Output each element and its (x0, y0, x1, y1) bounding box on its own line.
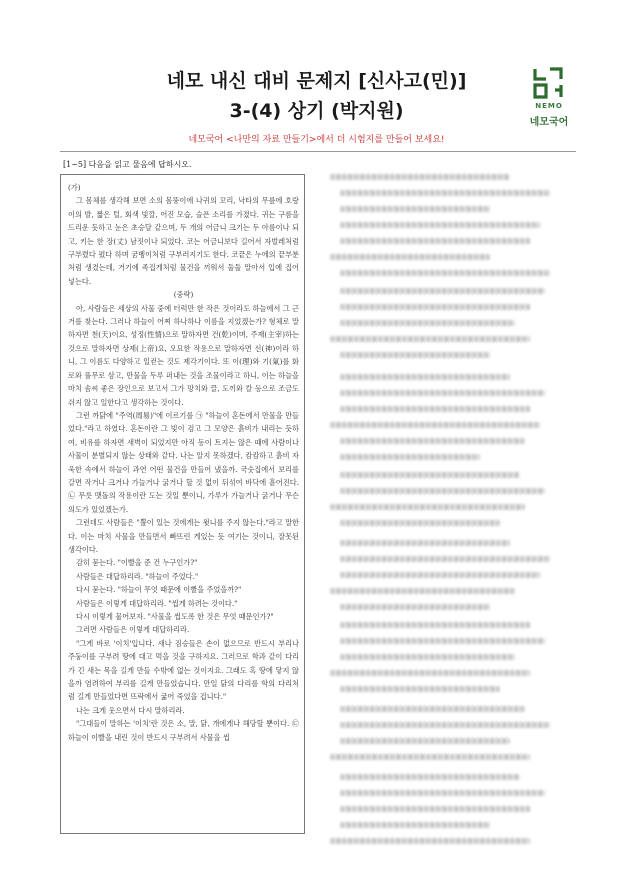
blurred-text-line (330, 254, 490, 260)
blurred-text-line (340, 222, 540, 228)
blurred-text-line (330, 336, 530, 342)
blurred-text-line (340, 774, 520, 780)
blurred-text-line (340, 540, 510, 546)
passage-paragraph: 그런데도 사람들은 "뿔이 있는 것에게는 윗니를 주지 않는다."라고 말한다. 이는 마치 사물을 만들면서 빠뜨린 게있는 듯 여기는 것이니, 잘못된 생각이다. (68, 518, 299, 554)
blurred-text-line (340, 206, 490, 212)
blurred-text-line (340, 638, 545, 644)
blurred-text-line (330, 670, 530, 676)
blurred-text-line (330, 838, 530, 844)
omission-marker: (중략) (173, 290, 194, 300)
blurred-text-line (330, 588, 515, 594)
passage-paragraph: 그런 까닭에 "주역(周易)"에 이르기를 ㉠ "하늘이 혼돈에서 만물을 만들었다."라고 하였다. 혼돈이란 그 빛이 검고 그 모양은 흙비가 내리는 듯하여, 비유를 하자면 새벽이 되었지만 아직 동이 트지는 않은 때에 사람이나 사물이 분별되지 않는 상태와 같다. 나는 알지 못하겠다, 캄캄하고 흙비 자욱한 속에서 하늘이 과연 어떤 물건을 만들어 냈을까. 국숫집에서 보리를 갈면 작거나 크거나 가늘거나 굵거나 할 것 없이 뒤섞여 바닥에 흩어진다. ㉡ 무릇 맷돌의 작용이란 도는 것일 뿐이니, 가루가 가늘거나 굵거나 무슨 의도가 있었겠는가. (68, 410, 299, 514)
blurred-text-line (340, 822, 490, 828)
blurred-text-line (340, 520, 500, 526)
blurred-text-line (340, 488, 545, 494)
blurred-text-line (340, 686, 500, 692)
blurred-text-line (340, 454, 480, 460)
dialogue-line: 사람들은 대답하리라. "하늘이 주었다." (76, 571, 199, 581)
blurred-text-line (340, 304, 530, 310)
dialogue-line: 감히 묻는다. "이빨을 준 건 누구인가?" (76, 558, 198, 568)
blurred-text-line (340, 320, 515, 326)
header-divider (60, 151, 576, 152)
blurred-text-line (330, 174, 510, 180)
blurred-questions-column (320, 160, 580, 860)
question-instruction: [1~5] 다음을 읽고 물음에 답하시오. (63, 160, 192, 169)
blurred-text-line (340, 654, 515, 660)
dialogue-line: 나는 크게 웃으면서 다시 말하리라. (76, 705, 185, 715)
blurred-text-line (340, 706, 525, 712)
passage-paragraph: "그대들이 말하는 '이치'란 것은 소, 말, 닭, 개에게나 해당할 뿐이다. ㉢ 하늘이 이빨을 내린 것이 반드시 구부려서 사물을 씹 (68, 719, 299, 742)
section-label: (가) (68, 183, 81, 192)
nemo-logo[interactable] (520, 64, 578, 130)
blurred-text-line (340, 472, 520, 478)
blurred-text-line (330, 422, 540, 428)
worksheet-subtitle: 3-(4) 상기 (박지원) (229, 100, 404, 122)
blurred-text-line (340, 390, 545, 396)
logo-brand-name: 네모국어 (529, 117, 569, 128)
passage-paragraph: 아, 사람들은 세상의 사물 중에 터럭만 한 작은 것이라도 하늘에서 그 근거를 찾는다. 그러나 하늘이 어찌 하나하나 이름을 지었겠는가? 형체로 말하자면 천(天)이요, 성정(性情)으로 말하자면 건(乾)이며, 주재(主宰)하는 것으로 말하자면 상제(上帝)요, 오묘한 작용으로 말하자면 신(神)이라 하니, 그 이름도 다양하고 일컫는 것도 제각기이다. 또 이(理)와 기(氣)를 화로와 풀무로 삼고, 만물을 두루 퍼내는 것을 조물이라고 하니, 이는 하늘을 마치 솜씨 좋은 장인으로 보고서 그가 망치와 끌, 도끼와 칼 등으로 조금도 쉬지 않고 일한다고 생각하는 것이다. (68, 303, 299, 407)
blurred-text-line (340, 604, 490, 610)
nemo-logo-icon (529, 64, 567, 102)
blurred-text-line (330, 754, 530, 760)
blurred-text-line (340, 352, 490, 358)
blurred-text-line (340, 238, 530, 244)
logo-wordmark: NEMO (535, 102, 563, 110)
promo-link[interactable]: 네모국어 <나만의 자료 만들기>에서 더 시험지를 만들어 보세요! (188, 135, 445, 145)
dialogue-line: 그러면 사람들은 이렇게 대답하리라. (76, 625, 190, 635)
passage-paragraph: "그게 바로 '이치'입니다. 새나 짐승들은 손이 없으므로 반드시 부리나 주둥이를 구부려 땅에 대고 먹을 것을 구하지요. 그러므로 학과 같이 다리가 긴 새는 목을 길게 만들 수밖에 없는 것이지요. 그래도 혹 땅에 닿지 않을까 염려하여 부리를 길게 만들었습니다. 만일 닭의 다리를 학의 다리처럼 길게 만들었다면 뜨락에서 굶어 죽었을 겁니다." (68, 638, 299, 702)
blurred-text-line (340, 738, 510, 744)
blurred-text-line (340, 270, 550, 276)
dialogue-line: 사람들은 이렇게 대답하리라. "씹게 하려는 것이다." (76, 598, 238, 608)
blurred-text-line (340, 622, 530, 628)
blurred-text-line (340, 806, 530, 812)
passage-paragraph: 그 몸체를 생각해 보면 소의 몸뚱이에 나귀의 꼬리, 낙타의 무릎에 호랑이의 발, 짧은 털, 회색 빛깔, 어진 모습, 슬픈 소리를 가졌다. 귀는 구름을 드리운 듯하고 눈은 초승달 같으며, 두 개의 어금니 크기는 두 아름이나 되고, 키는 한 장(丈) 남짓이나 되었다. 코는 어금니보다 길어서 자벌레처럼 구부렸다 폈다 하며 굼벵이처럼 구부러지기도 한다. 코끝은 누에의 끝부분처럼 생겼는데, 거기에 족집게처럼 물건을 끼워서 둘둘 말아서 입에 집어넣는다. (68, 196, 299, 286)
dialogue-line: 다시 묻는다. "하늘이 무엇 때문에 이빨을 주었을까?" (76, 585, 242, 595)
blurred-text-line (340, 556, 550, 562)
blurred-text-line (340, 572, 540, 578)
worksheet-title: 네모 내신 대비 문제지 [신사고(민)] (166, 70, 467, 92)
blurred-text-line (340, 190, 550, 196)
dialogue-line: 다시 이렇게 물어보자. "사물을 씹도록 한 것은 무엇 때문인가?" (76, 612, 274, 621)
blurred-text-line (340, 790, 545, 796)
blurred-text-line (330, 504, 525, 510)
blurred-text-line (340, 438, 525, 444)
passage-text (68, 181, 299, 744)
passage-box (60, 174, 305, 834)
blurred-text-line (340, 288, 545, 294)
blurred-text-line (340, 374, 510, 380)
blurred-text-line (340, 406, 530, 412)
blurred-text-line (340, 722, 550, 728)
